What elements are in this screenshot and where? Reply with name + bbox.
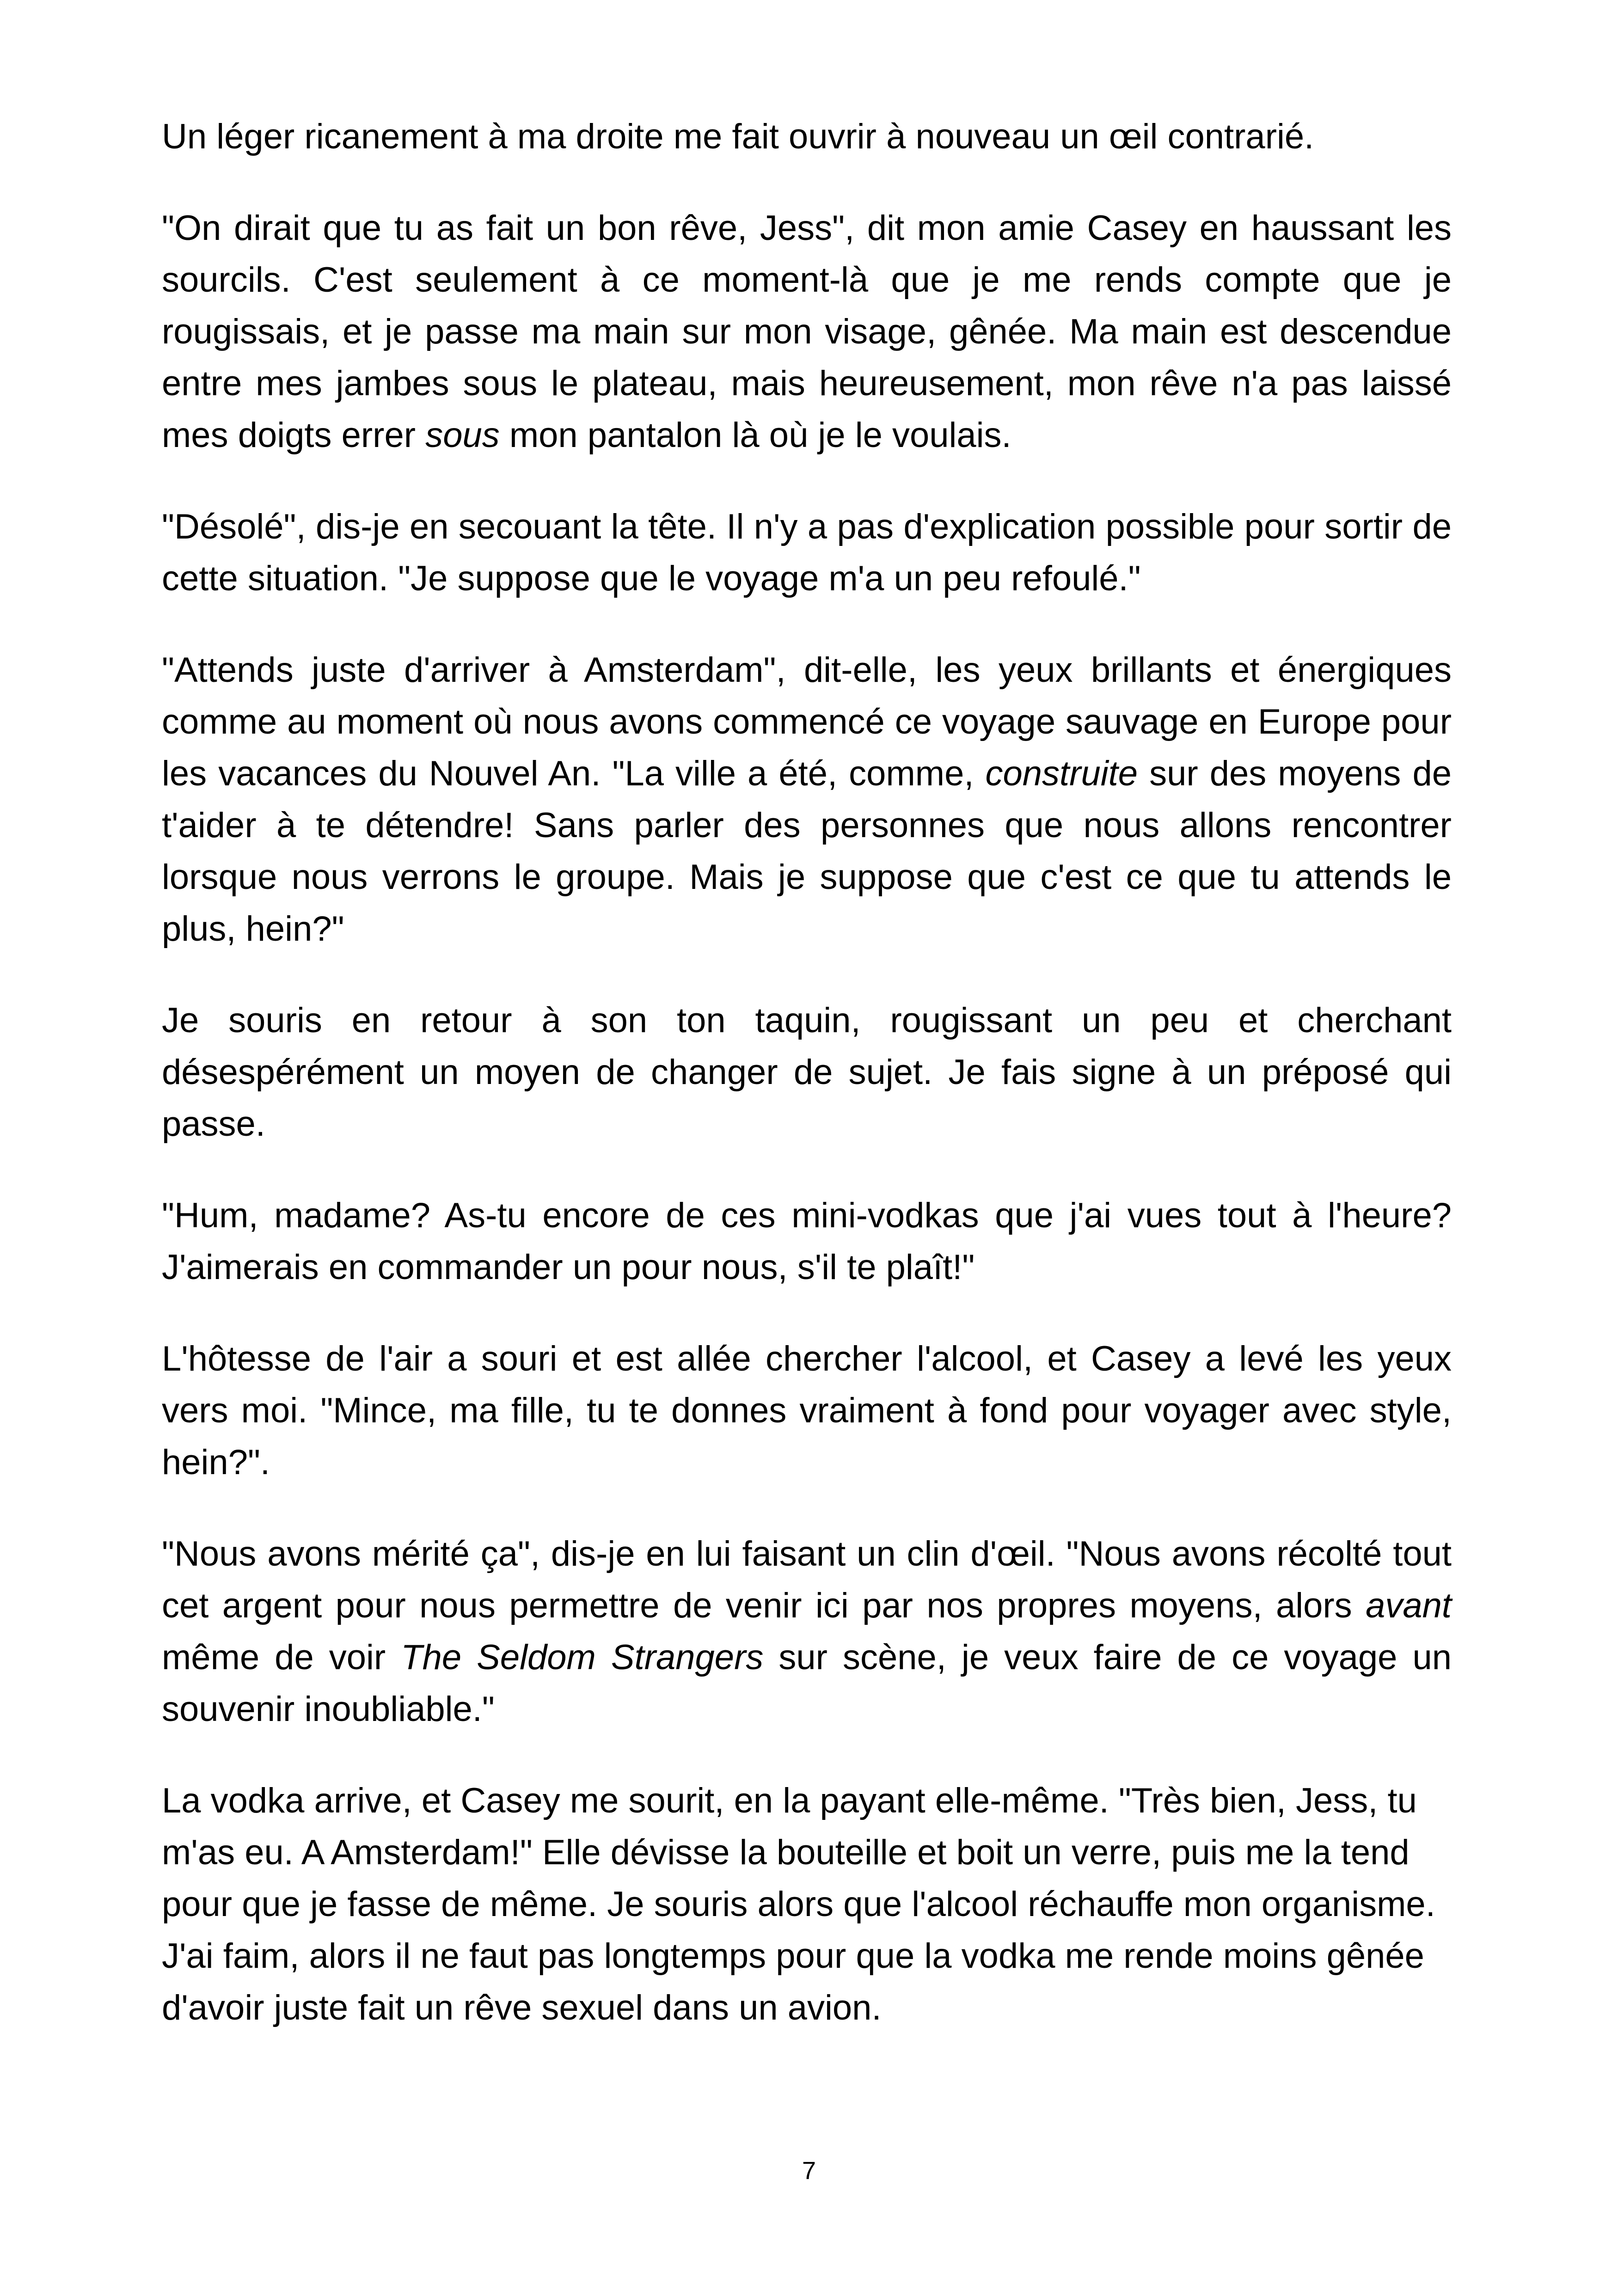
paragraph-text: sur scène, je veux faire de ce voyage un souvenir inoubliable." — [162, 1638, 1452, 1729]
paragraph-text: L'hôtesse de l'air a souri et est allée chercher l'alcool, et Casey a levé les yeux vers moi. "Mince, ma fille, tu te donnes vraiment à fond pour voyager avec style, hein?". — [162, 1339, 1452, 1482]
italic-text: construite — [985, 754, 1138, 793]
paragraph-1 — [162, 111, 1452, 163]
paragraph-text: même de voir — [162, 1638, 401, 1677]
paragraph-8 — [162, 1528, 1452, 1735]
italic-title: The Seldom Strangers — [401, 1638, 764, 1677]
body-text — [162, 111, 1452, 2074]
paragraph-4 — [162, 644, 1452, 955]
italic-text: sous — [425, 416, 500, 455]
paragraph-7 — [162, 1333, 1452, 1488]
paragraph-text: Un léger ricanement à ma droite me fait ouvrir à nouveau un œil contrarié. — [162, 117, 1314, 156]
paragraph-6 — [162, 1190, 1452, 1293]
paragraph-3 — [162, 501, 1452, 605]
paragraph-9 — [162, 1775, 1452, 2034]
paragraph-2 — [162, 202, 1452, 461]
paragraph-text: sur des moyens de t'aider à te détendre! Sans parler des personnes que nous allons rencontrer lorsque nous verrons le groupe. Mais je suppose que c'est ce que tu attends le plus, hein?" — [162, 754, 1452, 949]
paragraph-text: "Hum, madame? As-tu encore de ces mini-vodkas que j'ai vues tout à l'heure? J'aimerais en commander un pour nous, s'il te plaît!" — [162, 1196, 1452, 1287]
paragraph-text: La vodka arrive, et Casey me sourit, en la payant elle-même. "Très bien, Jess, tu m'as eu. A Amsterdam!" Elle dévisse la bouteille et boit un verre, puis me la tend pour que je fasse de même. Je souris alors que l'alcool réchauffe mon organisme. J'ai faim, alors il ne faut pas longtemps pour que la vodka me rende moins gênée d'avoir juste fait un rêve sexuel dans un avion. — [162, 1781, 1435, 2027]
paragraph-text: "Désolé", dis-je en secouant la tête. Il n'y a pas d'explication possible pour sortir de cette situation. "Je suppose que le voyage m'a un peu refoulé." — [162, 507, 1452, 598]
paragraph-text: "Nous avons mérité ça", dis-je en lui faisant un clin d'œil. "Nous avons récolté tout cet argent pour nous permettre de venir ici par nos propres moyens, alors — [162, 1534, 1452, 1625]
page-number: 7 — [802, 2157, 816, 2185]
paragraph-text: mon pantalon là où je le voulais. — [499, 416, 1011, 455]
paragraph-text: "On dirait que tu as fait un bon rêve, Jess", dit mon amie Casey en haussant les sourcils. C'est seulement à ce moment-là que je me rends compte que je rougissais, et je passe ma main sur mon visage, gênée. Ma main est descendue entre mes jambes sous le plateau, mais heureusement, mon rêve n'a pas laissé mes doigts errer — [162, 208, 1452, 455]
paragraph-5 — [162, 995, 1452, 1150]
paragraph-text: Je souris en retour à son ton taquin, rougissant un peu et cherchant désespérément un moyen de changer de sujet. Je fais signe à un préposé qui passe. — [162, 1001, 1452, 1144]
paragraph-text: "Attends juste d'arriver à Amsterdam", dit-elle, les yeux brillants et énergiques comme au moment où nous avons commencé ce voyage sauvage en Europe pour les vacances du Nouvel An. "La ville a été, comme, — [162, 650, 1452, 793]
italic-text: avant — [1366, 1586, 1452, 1625]
